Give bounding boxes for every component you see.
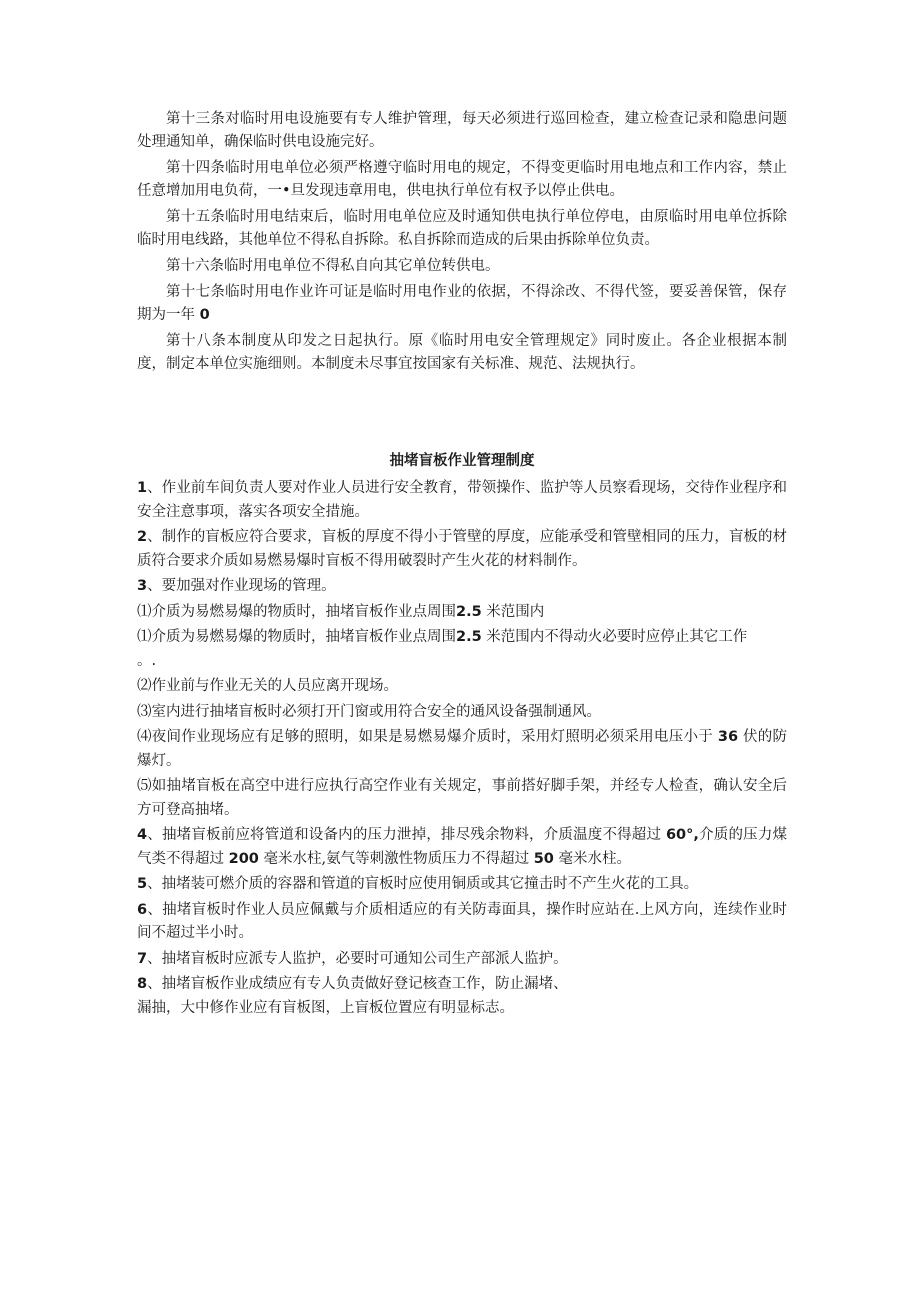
article-13: 第十三条对临时用电设施要有专人维护管理，每天必须进行巡回检查，建立检查记录和隐患问题处理通知单，确保临时供电设施完好。	[137, 111, 787, 150]
item-7-number: 7	[137, 950, 148, 967]
article-17-bold: 0	[199, 307, 210, 323]
sub-item-1a	[137, 601, 787, 625]
item-8-number: 8	[137, 976, 148, 992]
sub-item-3: ⑶室内进行抽堵盲板时必须打开门窗或用符合安全的通风设备强制通风。	[137, 703, 601, 720]
sub-item-4	[137, 726, 787, 773]
item-4-number: 4	[137, 827, 148, 843]
section-title: 抽堵盲板作业管理制度	[389, 453, 535, 469]
item-3	[137, 575, 787, 599]
sub-item-5: ⑸如抽堵盲板在高空中进行应执行高空作业有关规定，事前搭好脚手架，并经专人检查，确认安全后方可登高抽堵。	[137, 778, 787, 818]
sub-item-1b-tail: 。.	[137, 652, 157, 669]
item-4	[137, 824, 787, 871]
sub-item-1b-pre: ⑴介质为易燃易爆的物质时，抽堵盲板作业点周围	[137, 629, 456, 645]
item-5	[137, 873, 787, 897]
item-2-number: 2	[137, 529, 148, 545]
item-7-text: 、抽堵盲板时应派专人监护，必要时可通知公司生产部派人监护。	[147, 950, 568, 967]
item-1-text: 、作业前车间负责人要对作业人员进行安全教育，带领操作、监护等人员察看现场，交待作业程序和安全注意事项，落实各项安全措施。	[137, 480, 787, 520]
item-5-number: 5	[137, 876, 148, 892]
item-4-text-a: 、抽堵盲板前应将管道和设备内的压力泄掉，排尽残余物料，介质温度不得超过	[147, 827, 662, 843]
item-6-text: 、抽堵盲板时作业人员应佩戴与介质相适应的有关防毒面具，操作时应站在.上风方向，连续作业时间不超过半小时。	[137, 901, 787, 941]
sub-item-1a-pre: ⑴介质为易燃易爆的物质时，抽堵盲板作业点周围	[137, 603, 456, 620]
sub-item-4-pre: ⑷夜间作业现场应有足够的照明，如果是易燃易爆介质时，采用灯照明必须采用电压小于	[137, 729, 714, 745]
sub-item-1b-post: 米范围内不得动火必要时应停止其它工作	[486, 629, 748, 645]
item-6-number: 6	[137, 901, 148, 918]
sub-item-1b-bold: 2.5	[456, 629, 482, 645]
item-3-text: 、要加强对作业现场的管理。	[147, 578, 336, 594]
item-4-text-e: 毫米水柱。	[558, 850, 632, 867]
article-17-text: 第十七条临时用电作业许可证是临时用电作业的依据，不得涂改、不得代签，要妥善保管，保存期为一年	[137, 284, 787, 323]
section-gap	[137, 379, 787, 449]
document-page	[137, 108, 787, 1022]
sub-item-1a-bold: 2.5	[456, 603, 482, 620]
item-8	[137, 973, 787, 1020]
item-8-text: 、抽堵盲板作业成绩应有专人负责做好登记核查工作，防止漏堵、	[147, 976, 568, 992]
sub-item-2: ⑵作业前与作业无关的人员应离开现场。	[137, 678, 398, 694]
sub-item-1b	[137, 626, 787, 673]
article-18: 第十八条本制度从印发之日起执行。原《临时用电安全管理规定》同时废止。各企业根据本制度，制定本单位实施细则。本制度未尽事宜按国家有关标准、规范、法规执行。	[137, 333, 787, 372]
item-8-continuation: 漏抽，大中修作业应有盲板图，上盲板位置应有明显标志。	[137, 999, 514, 1016]
item-6	[137, 899, 787, 946]
item-1	[137, 477, 787, 524]
item-4-bold-50: 50	[533, 850, 554, 867]
article-15: 第十五条临时用电结束后，临时用电单位应及时通知供电执行单位停电，由原临时用电单位拆除临时用电线路，其他单位不得私自拆除。私自拆除而造成的后果由拆除单位负责。	[137, 209, 787, 248]
item-4-bold-60: 60°,	[665, 827, 699, 843]
item-4-text-c: 介质的压力煤气类不得超过	[137, 827, 788, 867]
sub-item-4-bold: 36	[717, 729, 739, 745]
item-4-bold-200: 200	[228, 850, 259, 867]
article-16: 第十六条临时用电单位不得私自向其它单位转供电。	[166, 258, 500, 274]
sub-item-4-post: 伏的防爆灯。	[137, 729, 788, 769]
article-17	[137, 281, 787, 327]
item-2	[137, 526, 787, 573]
item-1-number: 1	[137, 480, 148, 496]
article-14: 第十四条临时用电单位必须严格遵守临时用电的规定，不得变更临时用电地点和工作内容，禁止任意增加用电负荷，一•旦发现违章用电，供电执行单位有权予以停止供电。	[137, 160, 787, 199]
item-3-number: 3	[137, 578, 148, 594]
item-2-text: 、制作的盲板应符合要求，盲板的厚度不得小于管壁的厚度，应能承受和管壁相同的压力，盲板的材质符合要求介质如易燃易爆时盲板不得用破裂时产生火花的材料制作。	[137, 529, 787, 569]
item-5-text: 、抽堵装可燃介质的容器和管道的盲板时应使用铜质或其它撞击时不产生火花的工具。	[147, 876, 699, 892]
item-7	[137, 948, 787, 972]
sub-item-1a-post: 米范围内	[486, 603, 545, 620]
item-4-text-d: 毫米水柱,氨气等刺激性物质压力不得超过	[263, 850, 530, 867]
